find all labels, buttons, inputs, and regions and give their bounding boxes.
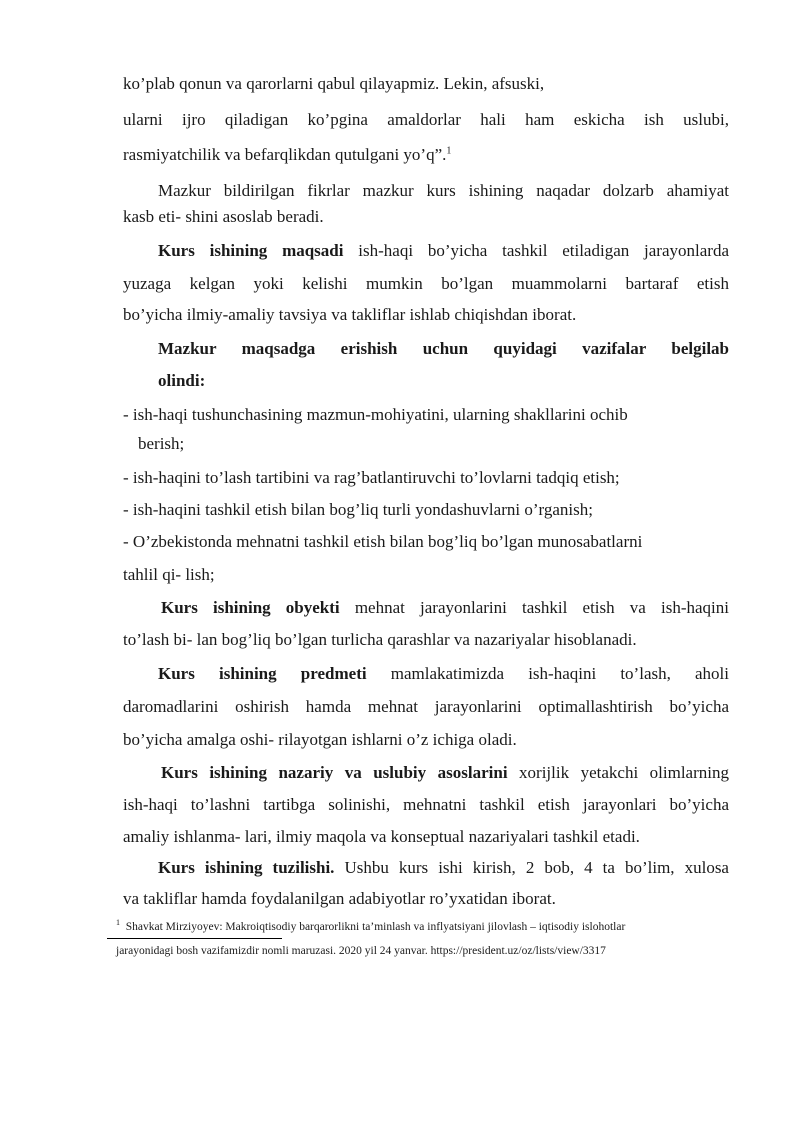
text-line bbox=[123, 889, 729, 909]
footnote-text: jarayonidagi bosh vazifamizdir nomli maruzasi. 2020 yil 24 yanvar. https://president.uz/oz/lists/view/3317 bbox=[116, 945, 606, 957]
text-span: - ish-haqi tushunchasining mazmun-mohiyatini, ularning shakllarini ochib bbox=[123, 405, 628, 424]
text-span: bo’yicha ilmiy-amaliy tavsiya va takliflar ishlab chiqishdan iborat. bbox=[123, 305, 577, 324]
text-line bbox=[123, 697, 729, 717]
text-line bbox=[158, 664, 729, 684]
text-span: amaliy ishlanma- lari, ilmiy maqola va konseptual nazariyalari tashkil etadi. bbox=[123, 827, 640, 846]
text-span: - ish-haqini tashkil etish bilan bog’liq turli yondashuvlarni o’rganish; bbox=[123, 500, 593, 519]
text-line bbox=[158, 181, 729, 201]
bold-heading: Kurs ishining tuzilishi. bbox=[158, 858, 335, 877]
text-span: ko’plab qonun va qarorlarni qabul qilayapmiz. Lekin, afsuski, bbox=[123, 74, 545, 93]
text-span: Mazkur bildirilgan fikrlar mazkur kurs ishining naqadar dolzarb ahamiyat bbox=[158, 181, 729, 200]
list-item bbox=[123, 468, 729, 488]
text-span: mehnat jarayonlarini tashkil etish va ish-haqini bbox=[339, 598, 729, 617]
text-span: daromadlarini oshirish hamda mehnat jarayonlarini optimallashtirish bo’yicha bbox=[123, 697, 729, 716]
text-line bbox=[161, 763, 729, 783]
footnote-marker: 1 bbox=[116, 918, 120, 928]
text-line bbox=[161, 598, 729, 618]
text-line bbox=[123, 827, 729, 847]
bold-heading: Kurs ishining nazariy va uslubiy asoslarini bbox=[161, 763, 508, 782]
text-span: bo’yicha amalga oshi- rilayotgan ishlarni o’z ichiga oladi. bbox=[123, 730, 517, 749]
text-line bbox=[123, 274, 729, 294]
text-line bbox=[158, 858, 729, 878]
text-span: tahlil qi- lish; bbox=[123, 565, 215, 584]
list-item bbox=[123, 500, 729, 520]
text-span: to’lash bi- lan bog’liq bo’lgan turlicha qarashlar va nazariyalar hisoblanadi. bbox=[123, 630, 637, 649]
text-line bbox=[123, 630, 729, 650]
text-span: - ish-haqini to’lash tartibini va rag’batlantiruvchi to’lovlarni tadqiq etish; bbox=[123, 468, 620, 487]
text-span: xorijlik yetakchi olimlarning bbox=[507, 763, 729, 782]
footnote-ref: 1 bbox=[446, 145, 452, 157]
footnote bbox=[116, 920, 625, 934]
text-line bbox=[123, 305, 729, 325]
text-span: va takliflar hamda foydalanilgan adabiyotlar ro’yxatidan iborat. bbox=[123, 889, 556, 908]
list-item bbox=[138, 434, 744, 454]
list-item bbox=[123, 532, 729, 552]
text-line bbox=[123, 207, 729, 227]
list-item bbox=[123, 565, 729, 585]
footnote bbox=[116, 944, 606, 958]
text-line bbox=[158, 241, 729, 261]
footnote-separator bbox=[107, 938, 282, 939]
text-span: kasb eti- shini asoslab beradi. bbox=[123, 207, 324, 226]
text-line bbox=[123, 110, 729, 130]
text-line bbox=[123, 730, 729, 750]
bold-heading: Kurs ishining predmeti bbox=[158, 664, 367, 683]
text-line bbox=[123, 74, 729, 94]
text-span: - O’zbekistonda mehnatni tashkil etish bilan bog’liq bo’lgan munosabatlarni bbox=[123, 532, 643, 551]
bold-heading: Kurs ishining obyekti bbox=[161, 598, 340, 617]
text-line bbox=[123, 145, 729, 165]
text-line bbox=[158, 339, 729, 359]
bold-heading: Mazkur maqsadga erishish uchun quyidagi vazifalar belgilab bbox=[158, 339, 729, 358]
text-span: Ushbu kurs ishi kirish, 2 bob, 4 ta bo’lim, xulosa bbox=[334, 858, 729, 877]
text-span: berish; bbox=[138, 434, 185, 453]
text-span: mamlakatimizda ish-haqini to’lash, aholi bbox=[366, 664, 729, 683]
bold-heading: olindi: bbox=[158, 371, 206, 390]
text-span: ularni ijro qiladigan ko’pgina amaldorlar hali ham eskicha ish uslubi, bbox=[123, 110, 729, 129]
text-span: ish-haqi bo’yicha tashkil etiladigan jarayonlarda bbox=[343, 241, 729, 260]
list-item bbox=[123, 405, 729, 425]
footnote-text: Shavkat Mirziyoyev: Makroiqtisodiy barqarorlikni ta’minlash va inflyatsiyani jilovlash – iqtisodiy islohotlar bbox=[125, 921, 626, 933]
text-line bbox=[123, 795, 729, 815]
text-span: rasmiyatchilik va befarqlikdan qutulgani yo’q”. bbox=[123, 145, 447, 164]
text-span: yuzaga kelgan yoki kelishi mumkin bo’lgan muammolarni bartaraf etish bbox=[123, 274, 729, 293]
text-span: ish-haqi to’lashni tartibga solinishi, mehnatni tashkil etish jarayonlari bo’yicha bbox=[123, 795, 729, 814]
text-line bbox=[158, 371, 729, 391]
bold-heading: Kurs ishining maqsadi bbox=[158, 241, 344, 260]
